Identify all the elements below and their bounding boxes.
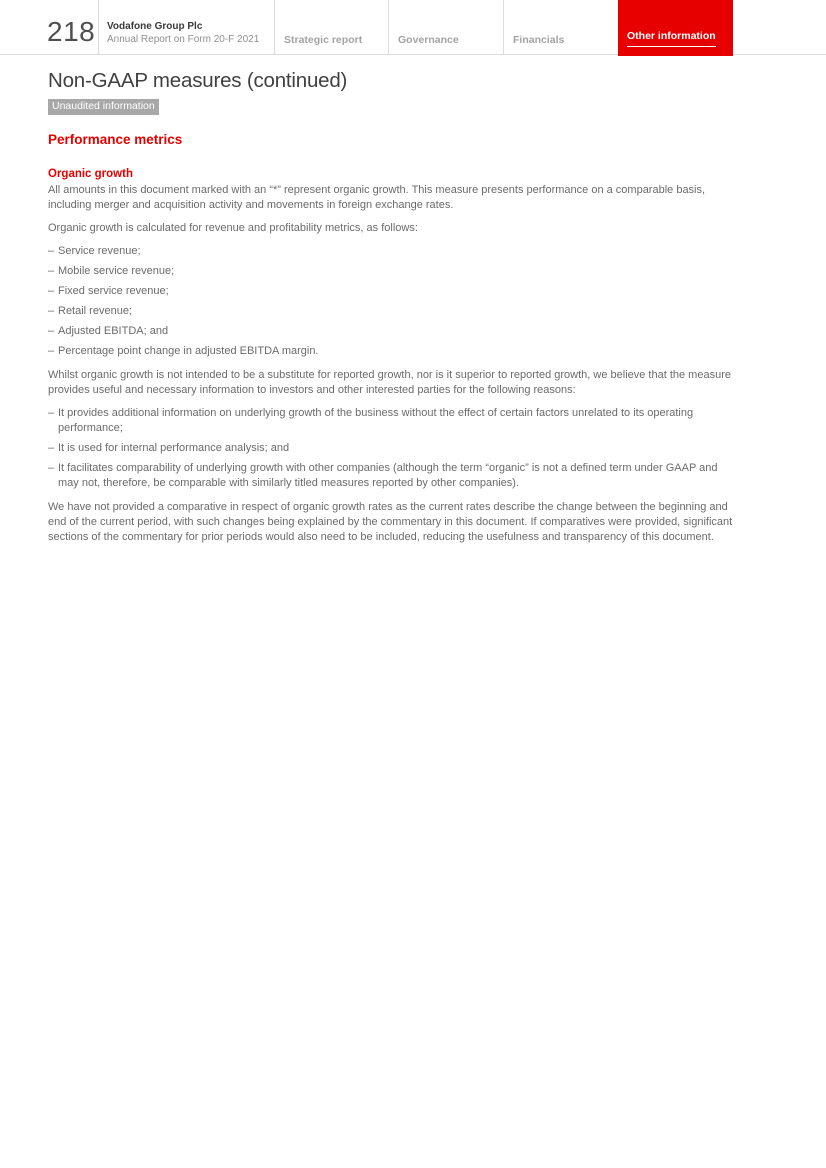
tab-label: Financials (513, 34, 565, 46)
bullet-dash: – (48, 344, 55, 357)
tab-financials[interactable] (503, 0, 618, 55)
company-name: Vodafone Group Plc (107, 21, 203, 32)
list-item (48, 344, 738, 359)
reasons-list (48, 406, 738, 491)
paragraph: All amounts in this document marked with an “*” represent organic growth. This measure presents performance on a comparable basis, including merger and acquisition activity and movements in foreign exchange rates. (48, 183, 706, 211)
tab-strategic-report[interactable] (274, 0, 388, 55)
bullet-dash: – (48, 304, 55, 317)
page-title: Non-GAAP measures (continued) (48, 69, 348, 92)
bullet-dash: – (48, 324, 55, 337)
list-item-text: Fixed service revenue; (58, 284, 169, 297)
section-heading: Performance metrics (48, 131, 183, 147)
document-body (48, 69, 738, 545)
unaudited-badge: Unaudited information (48, 99, 159, 115)
list-item-text: It is used for internal performance analysis; and (58, 441, 290, 454)
bullet-dash: – (48, 461, 55, 474)
list-item (48, 284, 738, 299)
list-item (48, 461, 738, 491)
page-number: 218 (47, 16, 96, 47)
tab-other-information[interactable] (618, 0, 733, 56)
list-item (48, 244, 738, 259)
bullet-dash: – (48, 441, 55, 454)
paragraph: Whilst organic growth is not intended to be a substitute for reported growth, nor is it superior to reported growth, we believe that the measure provides useful and necessary information to investors and other interested parties for the following reasons: (48, 368, 731, 396)
tab-label: Strategic report (284, 34, 363, 46)
list-item-text: Percentage point change in adjusted EBITDA margin. (58, 344, 319, 357)
list-item (48, 441, 738, 456)
bullet-dash: – (48, 406, 55, 419)
paragraph: Organic growth is calculated for revenue and profitability metrics, as follows: (48, 221, 418, 234)
list-item (48, 304, 738, 319)
metrics-list (48, 244, 738, 359)
list-item-text: It provides additional information on underlying growth of the business without the effect of certain factors unrelated to its operating performance; (58, 406, 694, 434)
tab-label: Governance (398, 34, 459, 46)
list-item (48, 406, 738, 436)
list-item-text: Adjusted EBITDA; and (58, 324, 169, 337)
brand-block (107, 21, 259, 46)
list-item-text: Mobile service revenue; (58, 264, 175, 277)
tab-label: Other information (627, 30, 716, 47)
bullet-dash: – (48, 264, 55, 277)
bullet-dash: – (48, 244, 55, 257)
header-divider (98, 0, 99, 54)
bullet-dash: – (48, 284, 55, 297)
subsection-heading: Organic growth (48, 167, 133, 180)
list-item (48, 264, 738, 279)
list-item-text: Service revenue; (58, 244, 141, 257)
report-name: Annual Report on Form 20-F 2021 (107, 33, 260, 45)
list-item-text: It facilitates comparability of underlying growth with other companies (although the term “organic” is not a defined term under GAAP and may not, therefore, be comparable with similarly titled measures reported by other companies). (58, 461, 718, 489)
paragraph: We have not provided a comparative in respect of organic growth rates as the current rates describe the change between the beginning and end of the current period, with such changes being explained by the commentary in this document. If comparatives were provided, significant sections of the commentary for prior periods would also need to be included, reducing the usefulness and transparency of this document. (48, 500, 733, 543)
tab-governance[interactable] (388, 0, 503, 55)
list-item-text: Retail revenue; (58, 304, 132, 317)
list-item (48, 324, 738, 339)
report-header (0, 0, 826, 55)
